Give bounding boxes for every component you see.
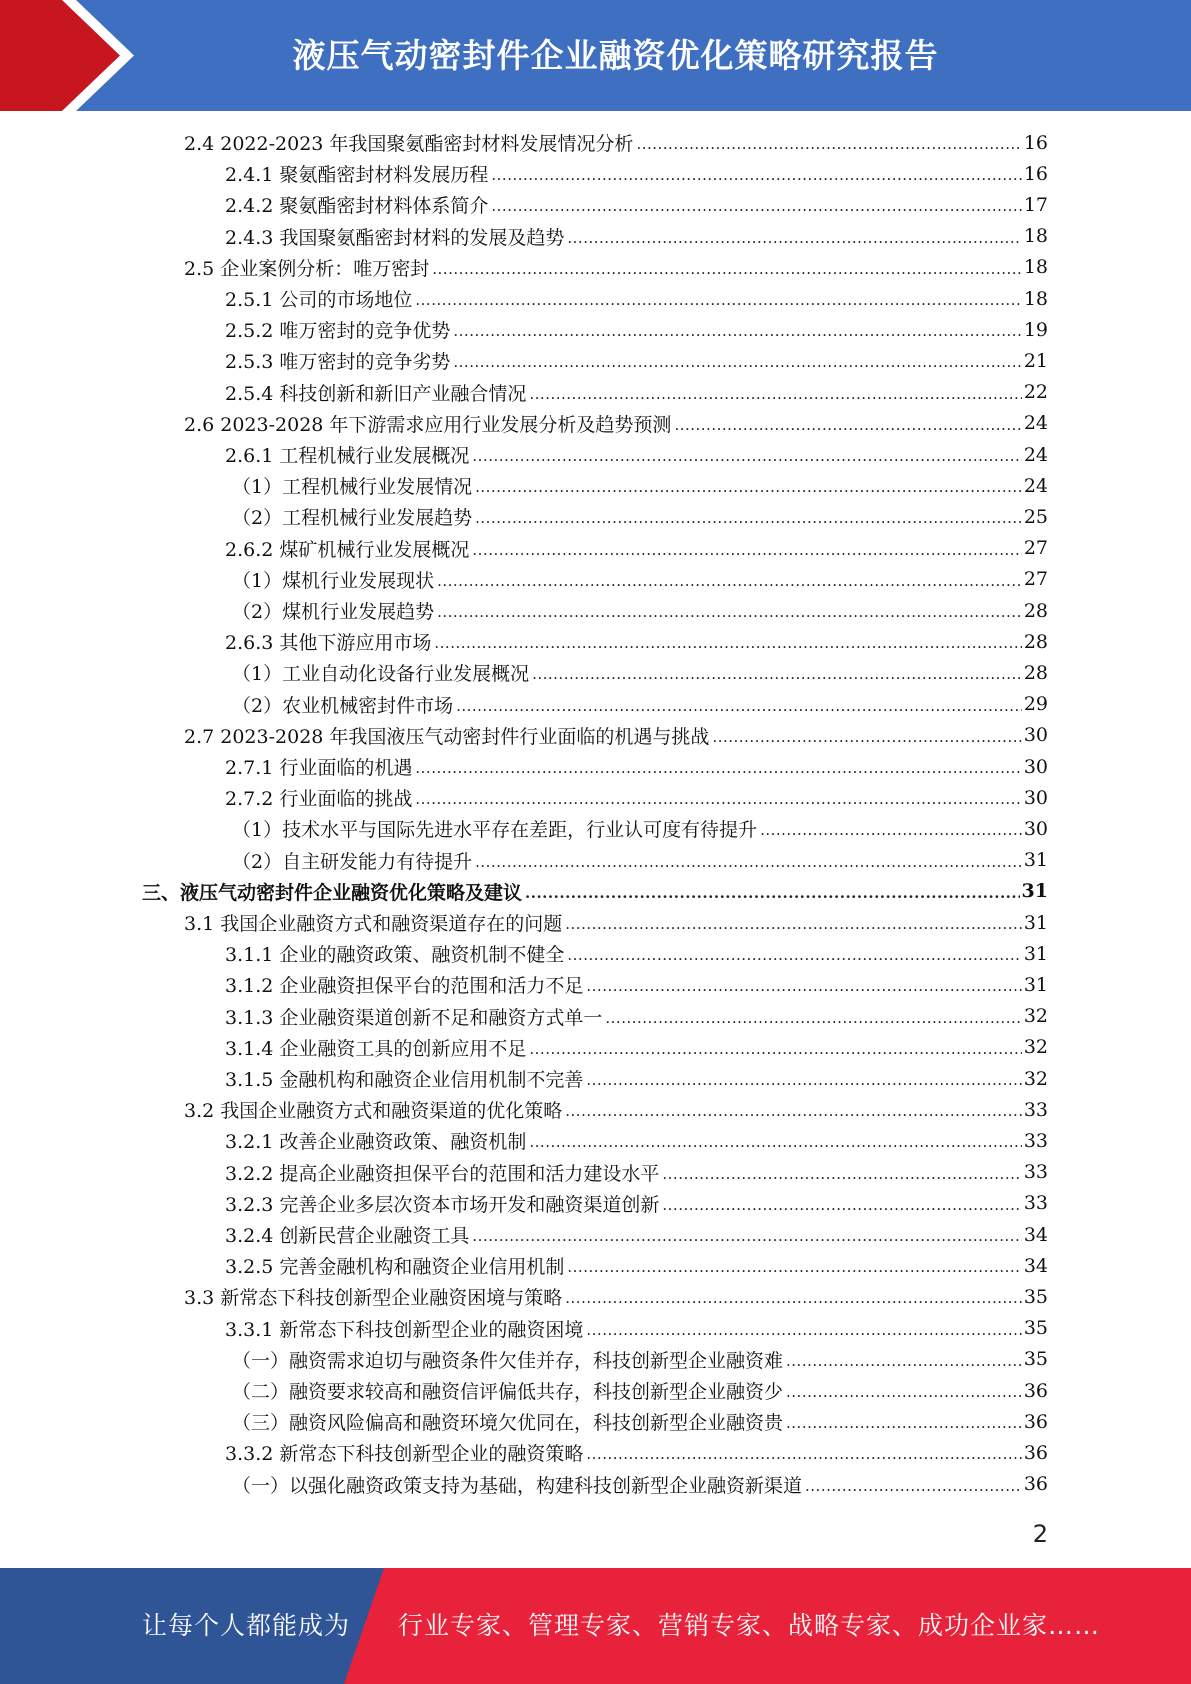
toc-entry-label: 2.6.2 煤矿机械行业发展概况 [225,538,470,561]
toc-entry-page: 36 [1023,1410,1048,1433]
toc-entry-page: 21 [1023,349,1048,372]
toc-entry[interactable] [225,221,1048,252]
toc-entry-label: （1）工程机械行业发展情况 [232,476,473,499]
toc-entry[interactable] [184,720,1048,751]
toc-entry-page: 28 [1023,630,1048,653]
toc-dot-leader [712,720,1021,751]
toc-entry[interactable] [232,564,1048,595]
toc-entry[interactable] [225,158,1048,189]
toc-entry-label: （1）煤机行业发展现状 [232,569,435,592]
toc-dot-leader [662,1157,1021,1188]
toc-dot-leader [565,1281,1022,1312]
toc-dot-leader [472,439,1021,470]
toc-dot-leader [475,501,1022,532]
toc-entry-label: 3.3.2 新常态下科技创新型企业的融资策略 [225,1443,584,1466]
toc-entry[interactable] [232,657,1048,688]
toc-dot-leader [415,751,1021,782]
toc-entry-label: 2.7.2 行业面临的挑战 [225,788,413,811]
toc-dot-leader [472,1219,1021,1250]
toc-entry[interactable] [225,377,1048,408]
toc-dot-leader [674,408,1021,439]
toc-entry[interactable] [232,1469,1048,1500]
footer-slogan: 让每个人都能成为 [142,1611,351,1640]
toc-entry-page: 34 [1023,1223,1048,1246]
toc-dot-leader [805,1469,1022,1500]
toc-entry[interactable] [225,1313,1048,1344]
toc-entry[interactable] [184,1094,1048,1125]
toc-dot-leader [567,221,1021,252]
toc-entry-label: 2.4 2022-2023 年我国聚氨酯密封材料发展情况分析 [184,133,634,155]
toc-dot-leader [662,1188,1021,1219]
toc-entry-label: 3.2.1 改善企业融资政策、融资机制 [225,1131,527,1154]
toc-dot-leader [491,189,1021,220]
toc-dot-leader [786,1406,1022,1437]
toc-dot-leader [491,158,1021,189]
toc-entry-page: 27 [1023,568,1048,591]
toc-entry-page: 36 [1023,1379,1048,1402]
page-number: 2 [1032,1520,1048,1548]
toc-entry-label: 2.6.1 工程机械行业发展概况 [225,445,470,467]
toc-entry[interactable] [225,1125,1048,1156]
toc-entry[interactable] [232,845,1048,876]
toc-dot-leader [586,1063,1021,1094]
toc-entry[interactable] [225,1001,1048,1032]
toc-entry-label: （三）融资风险偏高和融资环境欠优同在，科技创新型企业融资贵 [232,1412,784,1435]
toc-entry-page: 31 [1023,911,1048,934]
page-footer [0,1568,1191,1684]
toc-entry-page: 29 [1023,693,1048,716]
toc-dot-leader [475,845,1022,876]
toc-dot-leader [565,1094,1022,1125]
toc-entry-page: 28 [1023,661,1048,684]
toc-dot-leader [529,1032,1021,1063]
toc-dot-leader [760,813,1022,844]
toc-entry[interactable] [225,1063,1048,1094]
toc-entry-page: 18 [1023,225,1048,248]
toc-entry-page: 25 [1023,505,1048,528]
toc-entry-label: （2）农业机械密封件市场 [232,694,454,717]
toc-entry-page: 31 [1023,849,1048,872]
toc-entry-page: 31 [1023,942,1048,965]
toc-entry-page: 33 [1023,1129,1048,1152]
toc-entry-label: 2.7.1 行业面临的机遇 [225,757,413,779]
toc-entry-page: 30 [1023,724,1048,747]
toc-entry[interactable] [184,1281,1048,1312]
toc-entry-page: 35 [1023,1348,1048,1371]
toc-entry-label: （1）技术水平与国际先进水平存在差距，行业认可度有待提升 [232,819,758,842]
toc-entry-page: 24 [1023,474,1048,497]
toc-dot-leader [586,1313,1021,1344]
toc-dot-leader [529,377,1021,408]
toc-entry-page: 33 [1023,1161,1048,1184]
toc-dot-leader [437,595,1022,626]
toc-entry-page: 24 [1023,412,1048,435]
toc-entry-label: 3.2.4 创新民营企业融资工具 [225,1225,470,1247]
toc-dot-leader [636,127,1021,158]
header-arrow-decoration [0,0,160,111]
toc-entry-page: 32 [1023,1036,1048,1059]
toc-entry-page: 28 [1023,599,1048,622]
toc-entry-label: （2）自主研发能力有待提升 [232,850,473,873]
toc-entry-label: 3.1 我国企业融资方式和融资渠道存在的问题 [184,913,563,935]
toc-entry[interactable] [225,1188,1048,1219]
toc-entry[interactable] [225,751,1048,782]
toc-entry-label: 2.5 企业案例分析：唯万密封 [184,257,430,280]
toc-entry-page: 27 [1023,537,1048,560]
toc-entry-label: （1）工业自动化设备行业发展概况 [232,663,530,686]
toc-entry-label: 3.3.1 新常态下科技创新型企业的融资困境 [225,1318,584,1341]
toc-entry-label: （一）以强化融资政策支持为基础，构建科技创新型企业融资新渠道 [232,1474,803,1497]
toc-dot-leader [475,470,1022,501]
toc-entry-label: 3.2 我国企业融资方式和融资渠道的优化策略 [184,1100,563,1123]
toc-dot-leader [786,1344,1022,1375]
toc-entry[interactable] [184,907,1048,938]
toc-entry-label: 三、液压气动密封件企业融资优化策略及建议 [142,881,523,904]
toc-entry[interactable] [225,314,1048,345]
toc-entry-label: （2）煤机行业发展趋势 [232,601,435,623]
toc-entry-page: 35 [1023,1317,1048,1340]
toc-dot-leader [453,345,1021,376]
toc-entry-page: 32 [1023,1005,1048,1028]
toc-entry[interactable] [232,501,1048,532]
toc-entry-label: 2.5.2 唯万密封的竞争优势 [225,320,451,343]
toc-entry-page: 34 [1023,1254,1048,1277]
toc-dot-leader [472,533,1021,564]
toc-entry-page: 22 [1023,381,1048,404]
toc-entry[interactable] [184,127,1048,158]
toc-entry[interactable] [225,283,1048,314]
toc-entry[interactable] [225,439,1048,470]
toc-entry[interactable] [232,689,1048,720]
toc-dot-leader [453,314,1021,345]
toc-entry[interactable] [225,782,1048,813]
toc-entry[interactable] [232,595,1048,626]
toc-entry-label: 3.2.3 完善企业多层次资本市场开发和融资渠道创新 [225,1193,660,1216]
toc-entry[interactable] [225,969,1048,1000]
toc-entry-label: 2.6.3 其他下游应用市场 [225,632,432,655]
toc-entry-label: （2）工程机械行业发展趋势 [232,507,473,530]
toc-entry-page: 30 [1023,755,1048,778]
toc-dot-leader [586,969,1021,1000]
toc-entry[interactable] [225,189,1048,220]
toc-entry-label: 2.4.1 聚氨酯密封材料发展历程 [225,164,489,187]
toc-entry-label: 3.1.2 企业融资担保平台的范围和活力不足 [225,975,584,998]
toc-entry[interactable] [232,1344,1048,1375]
toc-entry-page: 33 [1023,1192,1048,1215]
toc-entry-label: 3.1.3 企业融资渠道创新不足和融资方式单一 [225,1006,603,1029]
toc-entry-page: 30 [1023,786,1048,809]
toc-dot-leader [434,626,1021,657]
toc-entry-label: 2.7 2023-2028 年我国液压气动密封件行业面临的机遇与挑战 [184,725,710,748]
toc-entry-label: 2.6 2023-2028 年下游需求应用行业发展分析及趋势预测 [184,413,672,436]
toc-entry[interactable] [225,1032,1048,1063]
toc-dot-leader [525,876,1020,907]
toc-entry[interactable] [232,1375,1048,1406]
toc-entry-label: 2.5.3 唯万密封的竞争劣势 [225,351,451,374]
toc-entry-page: 16 [1023,162,1048,185]
toc-entry[interactable] [225,1219,1048,1250]
toc-entry-label: 3.1.1 企业的融资政策、融资机制不健全 [225,944,565,967]
toc-entry[interactable] [225,533,1048,564]
toc-dot-leader [456,689,1022,720]
toc-entry-page: 32 [1023,1067,1048,1090]
toc-entry[interactable] [232,470,1048,501]
toc-dot-leader [565,907,1022,938]
toc-entry-label: 3.3 新常态下科技创新型企业融资困境与策略 [184,1287,563,1310]
toc-entry-label: 3.1.4 企业融资工具的创新应用不足 [225,1037,527,1060]
toc-entry-page: 18 [1023,287,1048,310]
toc-dot-leader [432,252,1022,283]
toc-entry-page: 36 [1023,1441,1048,1464]
toc-dot-leader [567,1250,1021,1281]
toc-dot-leader [786,1375,1022,1406]
toc-entry-page: 24 [1023,443,1048,466]
toc-entry[interactable] [225,1157,1048,1188]
toc-entry[interactable] [225,1250,1048,1281]
toc-entry-label: 2.5.1 公司的市场地位 [225,289,413,311]
toc-entry[interactable] [232,1406,1048,1437]
report-title: 液压气动密封件企业融资优化策略研究报告 [292,36,939,75]
toc-entry-page: 35 [1023,1285,1048,1308]
toc-entry-page: 17 [1023,193,1048,216]
toc-entry[interactable] [142,876,1048,907]
toc-entry[interactable] [184,408,1048,439]
toc-entry-label: （一）融资需求迫切与融资条件欠佳并存，科技创新型企业融资难 [232,1349,784,1372]
toc-entry-page: 36 [1023,1473,1048,1496]
toc-dot-leader [437,564,1022,595]
footer-roles: 行业专家、管理专家、营销专家、战略专家、成功企业家…… [398,1611,1101,1640]
toc-entry[interactable] [225,1437,1048,1468]
toc-entry-page: 31 [1023,973,1048,996]
toc-entry-label: 3.2.2 提高企业融资担保平台的范围和活力建设水平 [225,1162,660,1185]
toc-entry-page: 33 [1023,1098,1048,1121]
toc-dot-leader [567,938,1021,969]
toc-entry-page: 19 [1023,318,1048,341]
toc-entry[interactable] [225,345,1048,376]
toc-entry-label: 2.4.2 聚氨酯密封材料体系简介 [225,195,489,218]
page-header [0,0,1191,111]
toc-dot-leader [529,1125,1021,1156]
toc-entry[interactable] [184,252,1048,283]
toc-entry-page: 16 [1023,131,1048,154]
toc-dot-leader [532,657,1022,688]
toc-entry[interactable] [225,938,1048,969]
toc-entry-label: 2.5.4 科技创新和新旧产业融合情况 [225,382,527,405]
toc-entry-page: 30 [1023,817,1048,840]
toc-entry[interactable] [232,813,1048,844]
toc-entry-label: （二）融资要求较高和融资信评偏低共存，科技创新型企业融资少 [232,1381,784,1403]
toc-dot-leader [586,1437,1021,1468]
toc-entry-page: 18 [1023,256,1048,279]
toc-entry[interactable] [225,626,1048,657]
toc-entry-page: 31 [1021,880,1048,903]
toc-entry-label: 3.2.5 完善金融机构和融资企业信用机制 [225,1256,565,1279]
toc-dot-leader [605,1001,1021,1032]
toc-entry-label: 3.1.5 金融机构和融资企业信用机制不完善 [225,1069,584,1091]
toc-dot-leader [415,782,1021,813]
toc-entry-label: 2.4.3 我国聚氨酯密封材料的发展及趋势 [225,226,565,249]
toc-dot-leader [415,283,1021,314]
